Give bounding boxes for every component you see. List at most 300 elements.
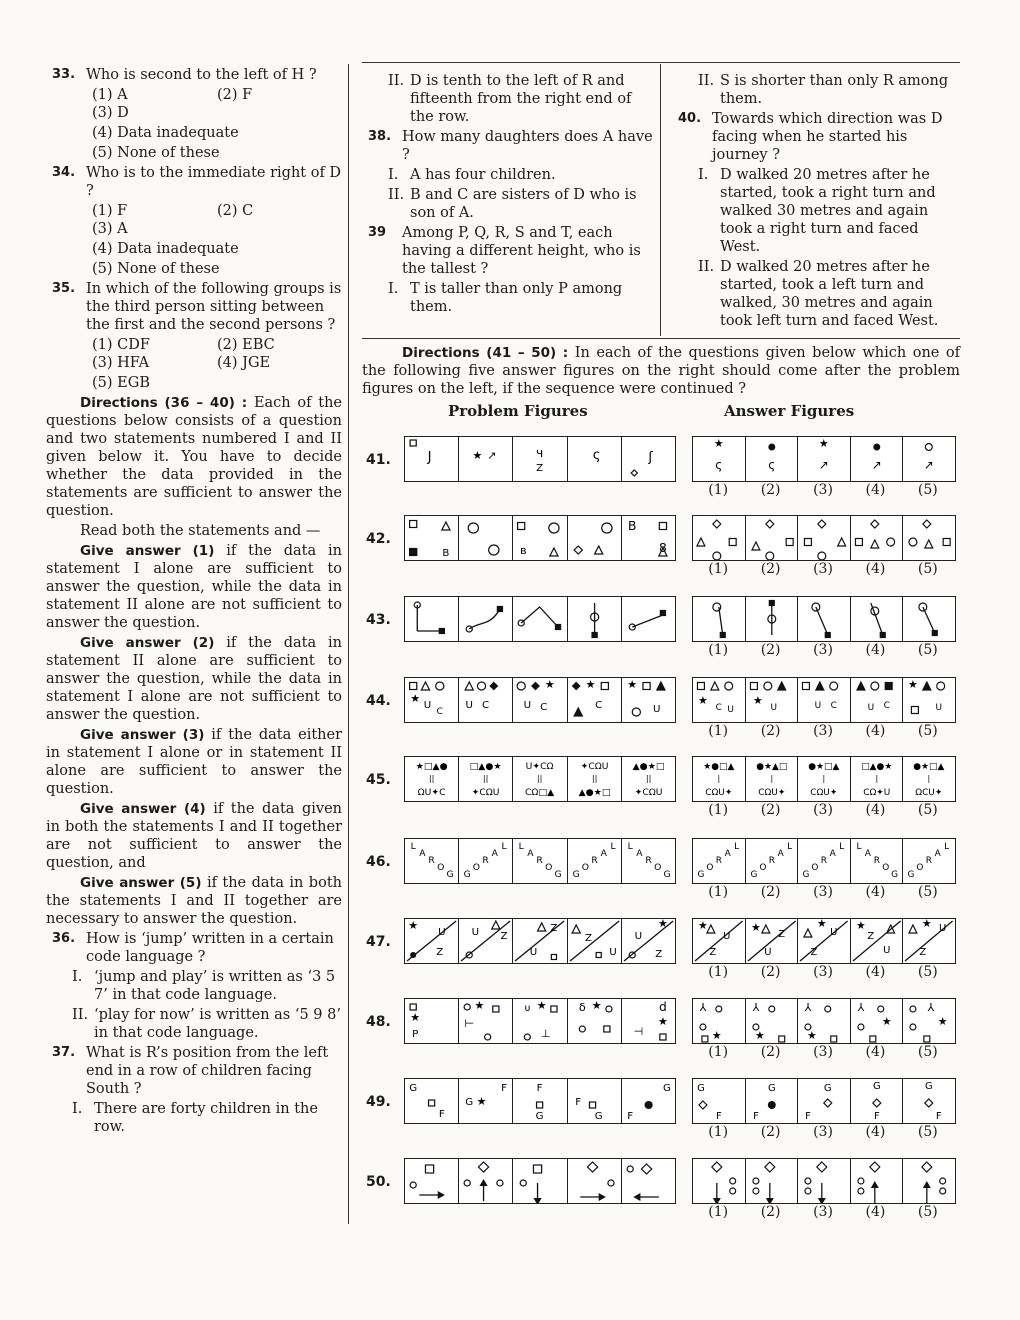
answer-figure[interactable] [903, 1079, 955, 1123]
figure-drawing [459, 597, 512, 641]
svg-text:G: G [554, 870, 562, 880]
problem-figure [405, 839, 459, 883]
answer-figure[interactable] [746, 1159, 799, 1203]
svg-text:ΩCU✦: ΩCU✦ [915, 787, 943, 799]
answer-label[interactable]: (4) [865, 642, 886, 658]
answer-figure[interactable] [798, 1159, 851, 1203]
svg-text:U: U [438, 927, 446, 938]
figure-drawing [405, 597, 458, 641]
question-number: 50. [366, 1174, 391, 1190]
answer-label[interactable]: (3) [813, 561, 833, 577]
answer-label[interactable]: (5) [917, 723, 938, 739]
figure-drawing [622, 919, 675, 963]
answer-label[interactable]: (1) [708, 482, 729, 498]
svg-text:R: R [715, 855, 722, 867]
answer-label[interactable]: (4) [865, 884, 886, 900]
answer-figure[interactable] [851, 839, 904, 883]
read-instruction: Read both the statements and — [80, 523, 321, 539]
figure-drawing [568, 839, 621, 883]
answer-figure[interactable] [693, 678, 746, 722]
answer-rule-5: Give answer (5) if the data in both the statements I and II together are necessary to answer the question. [46, 875, 342, 927]
figure-drawing [693, 516, 745, 560]
svg-text:U: U [465, 700, 474, 711]
svg-text:F: F [873, 1110, 880, 1123]
svg-text:⅄: ⅄ [752, 1000, 759, 1015]
figure-drawing [459, 678, 512, 722]
figure-drawing [693, 839, 745, 883]
answer-figure[interactable] [903, 678, 955, 722]
question-39: 39 Among P, Q, R, S and T, each having a different height, who is the tallest ? [368, 225, 641, 277]
statement: I. T is taller than only P among them. [388, 281, 623, 315]
svg-text:★●□▲: ★●□▲ [703, 761, 735, 773]
answer-figure[interactable] [851, 1159, 904, 1203]
answer-label[interactable]: (1) [708, 642, 729, 658]
question-35: 35. In which of the following groups is the third person sitting between the first and the second persons ? [52, 281, 342, 333]
answer-label[interactable]: (2) [760, 802, 781, 818]
svg-text:★: ★ [754, 1028, 765, 1043]
answer-label[interactable]: (2) [760, 723, 781, 739]
figure-question-46 [366, 838, 966, 898]
svg-text:C: C [540, 702, 548, 713]
answer-figure[interactable] [903, 597, 955, 641]
answer-figure[interactable] [851, 597, 904, 641]
option[interactable]: (1) F [92, 203, 128, 219]
figure-drawing [903, 757, 955, 801]
figure-drawing [746, 999, 798, 1043]
svg-text:O: O [881, 862, 890, 874]
svg-text:★: ★ [750, 920, 761, 935]
figure-question-45 [366, 756, 966, 816]
answer-label[interactable]: (3) [813, 964, 833, 980]
figure-drawing [798, 437, 850, 481]
svg-text:U: U [770, 702, 777, 714]
svg-text:G: G [465, 1097, 474, 1108]
svg-text:L: L [519, 842, 525, 852]
answer-figure[interactable] [693, 516, 746, 560]
svg-text:CΩU✦: CΩU✦ [810, 787, 838, 799]
svg-text:R: R [536, 856, 544, 866]
answer-figure[interactable] [746, 999, 799, 1043]
answer-figure[interactable] [903, 919, 955, 963]
svg-text:★: ★ [657, 1015, 668, 1028]
svg-text:Z: Z [709, 946, 717, 959]
answer-figure[interactable] [746, 437, 799, 481]
svg-text:★: ★ [752, 693, 763, 708]
answer-figure[interactable] [851, 516, 904, 560]
problem-figure [513, 757, 567, 801]
answer-figure[interactable] [693, 597, 746, 641]
question-37: 37. What is R’s position from the left end in a row of children facing South ? [52, 1045, 329, 1097]
figure-drawing [903, 437, 955, 481]
answer-label[interactable]: (4) [865, 561, 886, 577]
svg-text:O: O [437, 863, 445, 873]
svg-text:R: R [591, 856, 598, 866]
answer-label[interactable]: (1) [708, 884, 729, 900]
svg-text:δ: δ [578, 1001, 586, 1014]
problem-figure [622, 919, 675, 963]
option[interactable]: (5) None of these [92, 145, 220, 161]
svg-text:G: G [750, 869, 757, 881]
svg-text:★: ★ [476, 1095, 487, 1108]
answer-figure[interactable] [746, 757, 799, 801]
figure-drawing [798, 1079, 850, 1123]
svg-text:G: G [446, 870, 454, 880]
answer-figure[interactable] [903, 839, 955, 883]
answer-label[interactable]: (2) [760, 1044, 781, 1060]
answer-label[interactable]: (3) [813, 802, 833, 818]
answer-figure[interactable] [693, 757, 746, 801]
svg-text:C: C [830, 700, 838, 712]
answer-figure[interactable] [693, 437, 746, 481]
answer-figure[interactable] [746, 597, 799, 641]
answer-figure[interactable] [851, 757, 904, 801]
answer-figures [692, 838, 956, 884]
problem-figures [404, 838, 676, 884]
answer-figure[interactable] [851, 678, 904, 722]
answer-label[interactable]: (3) [813, 482, 833, 498]
figure-drawing [622, 1159, 675, 1203]
svg-text:||: || [428, 773, 435, 783]
svg-text:O: O [916, 862, 924, 874]
figure-drawing [693, 1159, 745, 1203]
figure-drawing [798, 999, 850, 1043]
answer-label[interactable]: (3) [813, 723, 833, 739]
problem-figure [459, 1079, 513, 1123]
figure-drawing [622, 678, 675, 722]
answer-label[interactable]: (5) [917, 642, 938, 658]
answer-figure[interactable] [798, 678, 851, 722]
svg-text:ς: ς [715, 457, 723, 473]
question-number: 47. [366, 934, 391, 950]
svg-text:G: G [890, 869, 898, 881]
options-34 [46, 202, 342, 238]
option[interactable]: (1) CDF [92, 337, 150, 353]
figure-drawing [798, 757, 850, 801]
answer-label[interactable]: (3) [813, 884, 833, 900]
svg-text:U: U [935, 702, 943, 714]
statement: I. There are forty children in the row. [72, 1101, 318, 1135]
svg-text:R: R [428, 856, 435, 866]
problem-figure [405, 597, 459, 641]
answer-label[interactable]: (4) [865, 482, 886, 498]
question-number: 44. [366, 693, 391, 709]
answer-label[interactable]: (3) [813, 1044, 833, 1060]
figure-drawing [513, 1079, 566, 1123]
svg-text:↗: ↗ [924, 457, 935, 473]
option[interactable]: (4) Data inadequate [92, 125, 239, 141]
answer-label[interactable]: (4) [865, 1044, 886, 1060]
answer-label[interactable]: (2) [760, 1204, 781, 1220]
answer-label[interactable]: (2) [760, 1124, 781, 1140]
option[interactable]: (3) D [92, 105, 129, 121]
svg-text:U: U [723, 930, 731, 943]
problem-figure [568, 678, 622, 722]
answer-label[interactable]: (4) [865, 723, 886, 739]
problem-figure [459, 839, 513, 883]
figure-drawing [798, 516, 850, 560]
figure-question-43 [366, 596, 966, 656]
answer-figure[interactable] [798, 516, 851, 560]
answer-labels [692, 1044, 954, 1060]
problem-figure [568, 437, 622, 481]
svg-text:Z: Z [550, 923, 558, 934]
svg-text:●★□▲: ●★□▲ [913, 761, 945, 773]
svg-text:A: A [600, 849, 607, 859]
column-one [46, 66, 342, 1138]
figure-drawing [851, 1159, 903, 1203]
answer-figure[interactable] [851, 437, 904, 481]
figure-drawing [746, 678, 798, 722]
problem-figure [622, 999, 675, 1043]
figure-drawing [851, 516, 903, 560]
answer-label[interactable]: (5) [917, 561, 938, 577]
option[interactable]: (3) HFA [92, 355, 150, 371]
svg-text:||: || [483, 773, 489, 783]
answer-figure[interactable] [798, 919, 851, 963]
problem-figure [568, 516, 622, 560]
svg-text:A: A [491, 849, 499, 859]
svg-text:ΩU✦C: ΩU✦C [417, 788, 446, 798]
svg-text:L: L [410, 842, 416, 852]
answer-label[interactable]: (1) [708, 802, 729, 818]
figure-drawing [851, 597, 903, 641]
answer-label[interactable]: (5) [917, 964, 938, 980]
answer-figure[interactable] [851, 999, 904, 1043]
svg-text:★: ★ [881, 1014, 892, 1029]
figure-drawing [851, 999, 903, 1043]
answer-figure[interactable] [851, 919, 904, 963]
figure-drawing [693, 757, 745, 801]
answer-figure[interactable] [693, 1159, 746, 1203]
figure-question-42 [366, 515, 966, 575]
answer-label[interactable]: (4) [865, 964, 886, 980]
problem-figure [513, 1159, 567, 1203]
svg-text:G: G [872, 1080, 881, 1093]
svg-text:|: | [770, 773, 773, 784]
answer-label[interactable]: (3) [813, 1204, 833, 1220]
svg-text:U: U [727, 704, 734, 716]
answer-label[interactable]: (2) [760, 884, 781, 900]
answer-label[interactable]: (1) [708, 1204, 729, 1220]
answer-label[interactable]: (1) [708, 1044, 729, 1060]
svg-text:U: U [634, 931, 642, 942]
figure-drawing [622, 437, 675, 481]
svg-text:⊥: ⊥ [541, 1027, 552, 1040]
answer-rule-2: Give answer (2) if the data in statement II alone are sufficient to answer the question, while the data in statement I alone are not sufficient to answer the question. [46, 635, 342, 723]
problem-figure [622, 437, 675, 481]
svg-text:ч: ч [536, 446, 544, 460]
svg-text:G: G [594, 1111, 603, 1122]
figure-drawing [693, 437, 745, 481]
svg-text:||: || [645, 773, 652, 783]
svg-text:CΩU✦: CΩU✦ [705, 787, 733, 799]
option[interactable]: (5) EGB [92, 375, 150, 391]
svg-text:Z: Z [436, 947, 444, 958]
answer-figure[interactable] [798, 597, 851, 641]
svg-text:R: R [482, 856, 490, 866]
answer-figure[interactable] [746, 516, 799, 560]
answer-figures [692, 1158, 956, 1204]
svg-text:G: G [409, 1083, 418, 1094]
figure-drawing [903, 1159, 955, 1203]
answer-label[interactable]: (1) [708, 561, 729, 577]
answer-figure[interactable] [798, 757, 851, 801]
svg-text:★: ★ [474, 999, 485, 1012]
option[interactable]: (3) A [92, 221, 128, 237]
answer-figures [692, 596, 956, 642]
svg-text:U: U [530, 947, 538, 958]
answer-figure[interactable] [851, 1079, 904, 1123]
option[interactable]: (2) C [217, 203, 254, 219]
figure-drawing [851, 1079, 903, 1123]
svg-text:CΩU✦: CΩU✦ [757, 787, 785, 799]
question-38: 38. How many daughters does A have ? [368, 129, 653, 163]
figure-drawing [746, 839, 798, 883]
figure-drawing [746, 1079, 798, 1123]
figure-drawing [851, 437, 903, 481]
answer-figure[interactable] [693, 999, 746, 1043]
svg-text:★: ★ [698, 919, 708, 933]
svg-text:F: F [936, 1110, 942, 1123]
figure-drawing [568, 1159, 621, 1203]
answer-figure[interactable] [798, 1079, 851, 1123]
figure-drawing [459, 1079, 512, 1123]
column-divider-right [660, 64, 661, 336]
answer-label[interactable]: (2) [760, 482, 781, 498]
svg-text:↗: ↗ [818, 457, 829, 473]
option[interactable]: (1) A [92, 87, 128, 103]
answer-figure[interactable] [798, 999, 851, 1043]
answer-figure[interactable] [746, 1079, 799, 1123]
answer-figure[interactable] [903, 1159, 955, 1203]
svg-text:★: ★ [713, 437, 724, 451]
svg-text:G: G [463, 870, 471, 880]
answer-label[interactable]: (4) [865, 1124, 886, 1140]
figure-question-50 [366, 1158, 966, 1218]
problem-figures [404, 756, 676, 802]
problem-figures [404, 918, 676, 964]
figure-drawing [903, 516, 955, 560]
answer-labels [692, 723, 954, 739]
answer-labels [692, 561, 954, 577]
answer-figure[interactable] [693, 919, 746, 963]
svg-text:G: G [697, 1082, 705, 1095]
figure-drawing [405, 839, 458, 883]
svg-text:★: ★ [807, 1028, 817, 1043]
answer-figure[interactable] [746, 839, 799, 883]
svg-text:U: U [423, 700, 432, 711]
answer-figure[interactable] [693, 1079, 746, 1123]
svg-text:P: P [412, 1029, 419, 1040]
top-rule [362, 62, 960, 63]
figure-drawing [903, 597, 955, 641]
svg-text:O: O [545, 863, 553, 873]
svg-text:U: U [939, 922, 947, 935]
svg-text:L: L [839, 841, 845, 853]
answer-label[interactable]: (4) [865, 802, 886, 818]
statement: II. D is tenth to the left of R and fifteenth from the right end of the row. [388, 73, 632, 125]
svg-text:U✦CΩ: U✦CΩ [526, 762, 554, 772]
answer-figure[interactable] [798, 839, 851, 883]
answer-label[interactable]: (1) [708, 964, 729, 980]
answer-label[interactable]: (1) [708, 723, 729, 739]
answer-figures [692, 436, 956, 482]
answer-figure[interactable] [693, 839, 746, 883]
figure-drawing [693, 919, 745, 963]
problem-figure [513, 597, 567, 641]
figure-drawing [622, 999, 675, 1043]
svg-text:|: | [717, 773, 721, 784]
svg-text:O: O [706, 862, 714, 874]
statement: I. ‘jump and play’ is written as ‘3 5 7’ in that code language. [72, 969, 336, 1003]
svg-text:U: U [882, 944, 891, 957]
svg-text:★: ★ [410, 692, 421, 705]
problem-figure [568, 1079, 622, 1123]
svg-text:Z: Z [867, 930, 875, 943]
figure-drawing [405, 437, 458, 481]
problem-figures-header: Problem Figures [448, 402, 588, 420]
statement: II. D walked 20 metres after he started, took a left turn and walked, 30 metres and again took left turn and faced West. [698, 259, 939, 329]
answer-label[interactable]: (5) [917, 482, 938, 498]
svg-text:Z: Z [584, 933, 592, 944]
answer-label[interactable]: (5) [917, 1204, 938, 1220]
answer-figure[interactable] [798, 437, 851, 481]
answer-figure[interactable] [903, 999, 955, 1043]
answer-label[interactable]: (2) [760, 561, 781, 577]
svg-text:ᴜ: ᴜ [524, 1003, 531, 1014]
figure-drawing [622, 757, 675, 801]
option[interactable]: (4) JGE [217, 355, 271, 371]
svg-text:C: C [594, 700, 602, 711]
answer-label[interactable]: (1) [708, 1124, 729, 1140]
answer-label[interactable]: (5) [917, 884, 938, 900]
svg-text:O: O [581, 863, 589, 873]
svg-text:★: ★ [819, 437, 829, 451]
answer-figure[interactable] [903, 437, 955, 481]
question-number: 41. [366, 452, 391, 468]
problem-figure [568, 597, 622, 641]
answer-label[interactable]: (3) [813, 642, 833, 658]
option[interactable]: (5) None of these [92, 261, 220, 277]
answer-figure[interactable] [746, 919, 799, 963]
options-35 [46, 336, 342, 372]
svg-text:★: ★ [627, 678, 638, 691]
answer-figure[interactable] [746, 678, 799, 722]
option[interactable]: (2) EBC [217, 337, 275, 353]
problem-figure [622, 597, 675, 641]
figure-drawing [459, 999, 512, 1043]
svg-text:↗: ↗ [871, 457, 882, 473]
answer-figure[interactable] [903, 516, 955, 560]
answer-label[interactable]: (5) [917, 1044, 938, 1060]
answer-label[interactable]: (2) [760, 964, 781, 980]
problem-figures [404, 515, 676, 561]
answer-label[interactable]: (5) [917, 1124, 938, 1140]
option[interactable]: (2) F [217, 87, 253, 103]
figure-drawing [405, 757, 458, 801]
svg-text:★: ★ [711, 1028, 722, 1043]
answer-label[interactable]: (4) [865, 1204, 886, 1220]
answer-label[interactable]: (5) [917, 802, 938, 818]
problem-figure [459, 919, 513, 963]
option[interactable]: (4) Data inadequate [92, 241, 239, 257]
problem-figure [513, 516, 567, 560]
figure-drawing [798, 919, 850, 963]
answer-figure[interactable] [903, 757, 955, 801]
figure-drawing [513, 999, 566, 1043]
answer-label[interactable]: (2) [760, 642, 781, 658]
answer-label[interactable]: (3) [813, 1124, 833, 1140]
